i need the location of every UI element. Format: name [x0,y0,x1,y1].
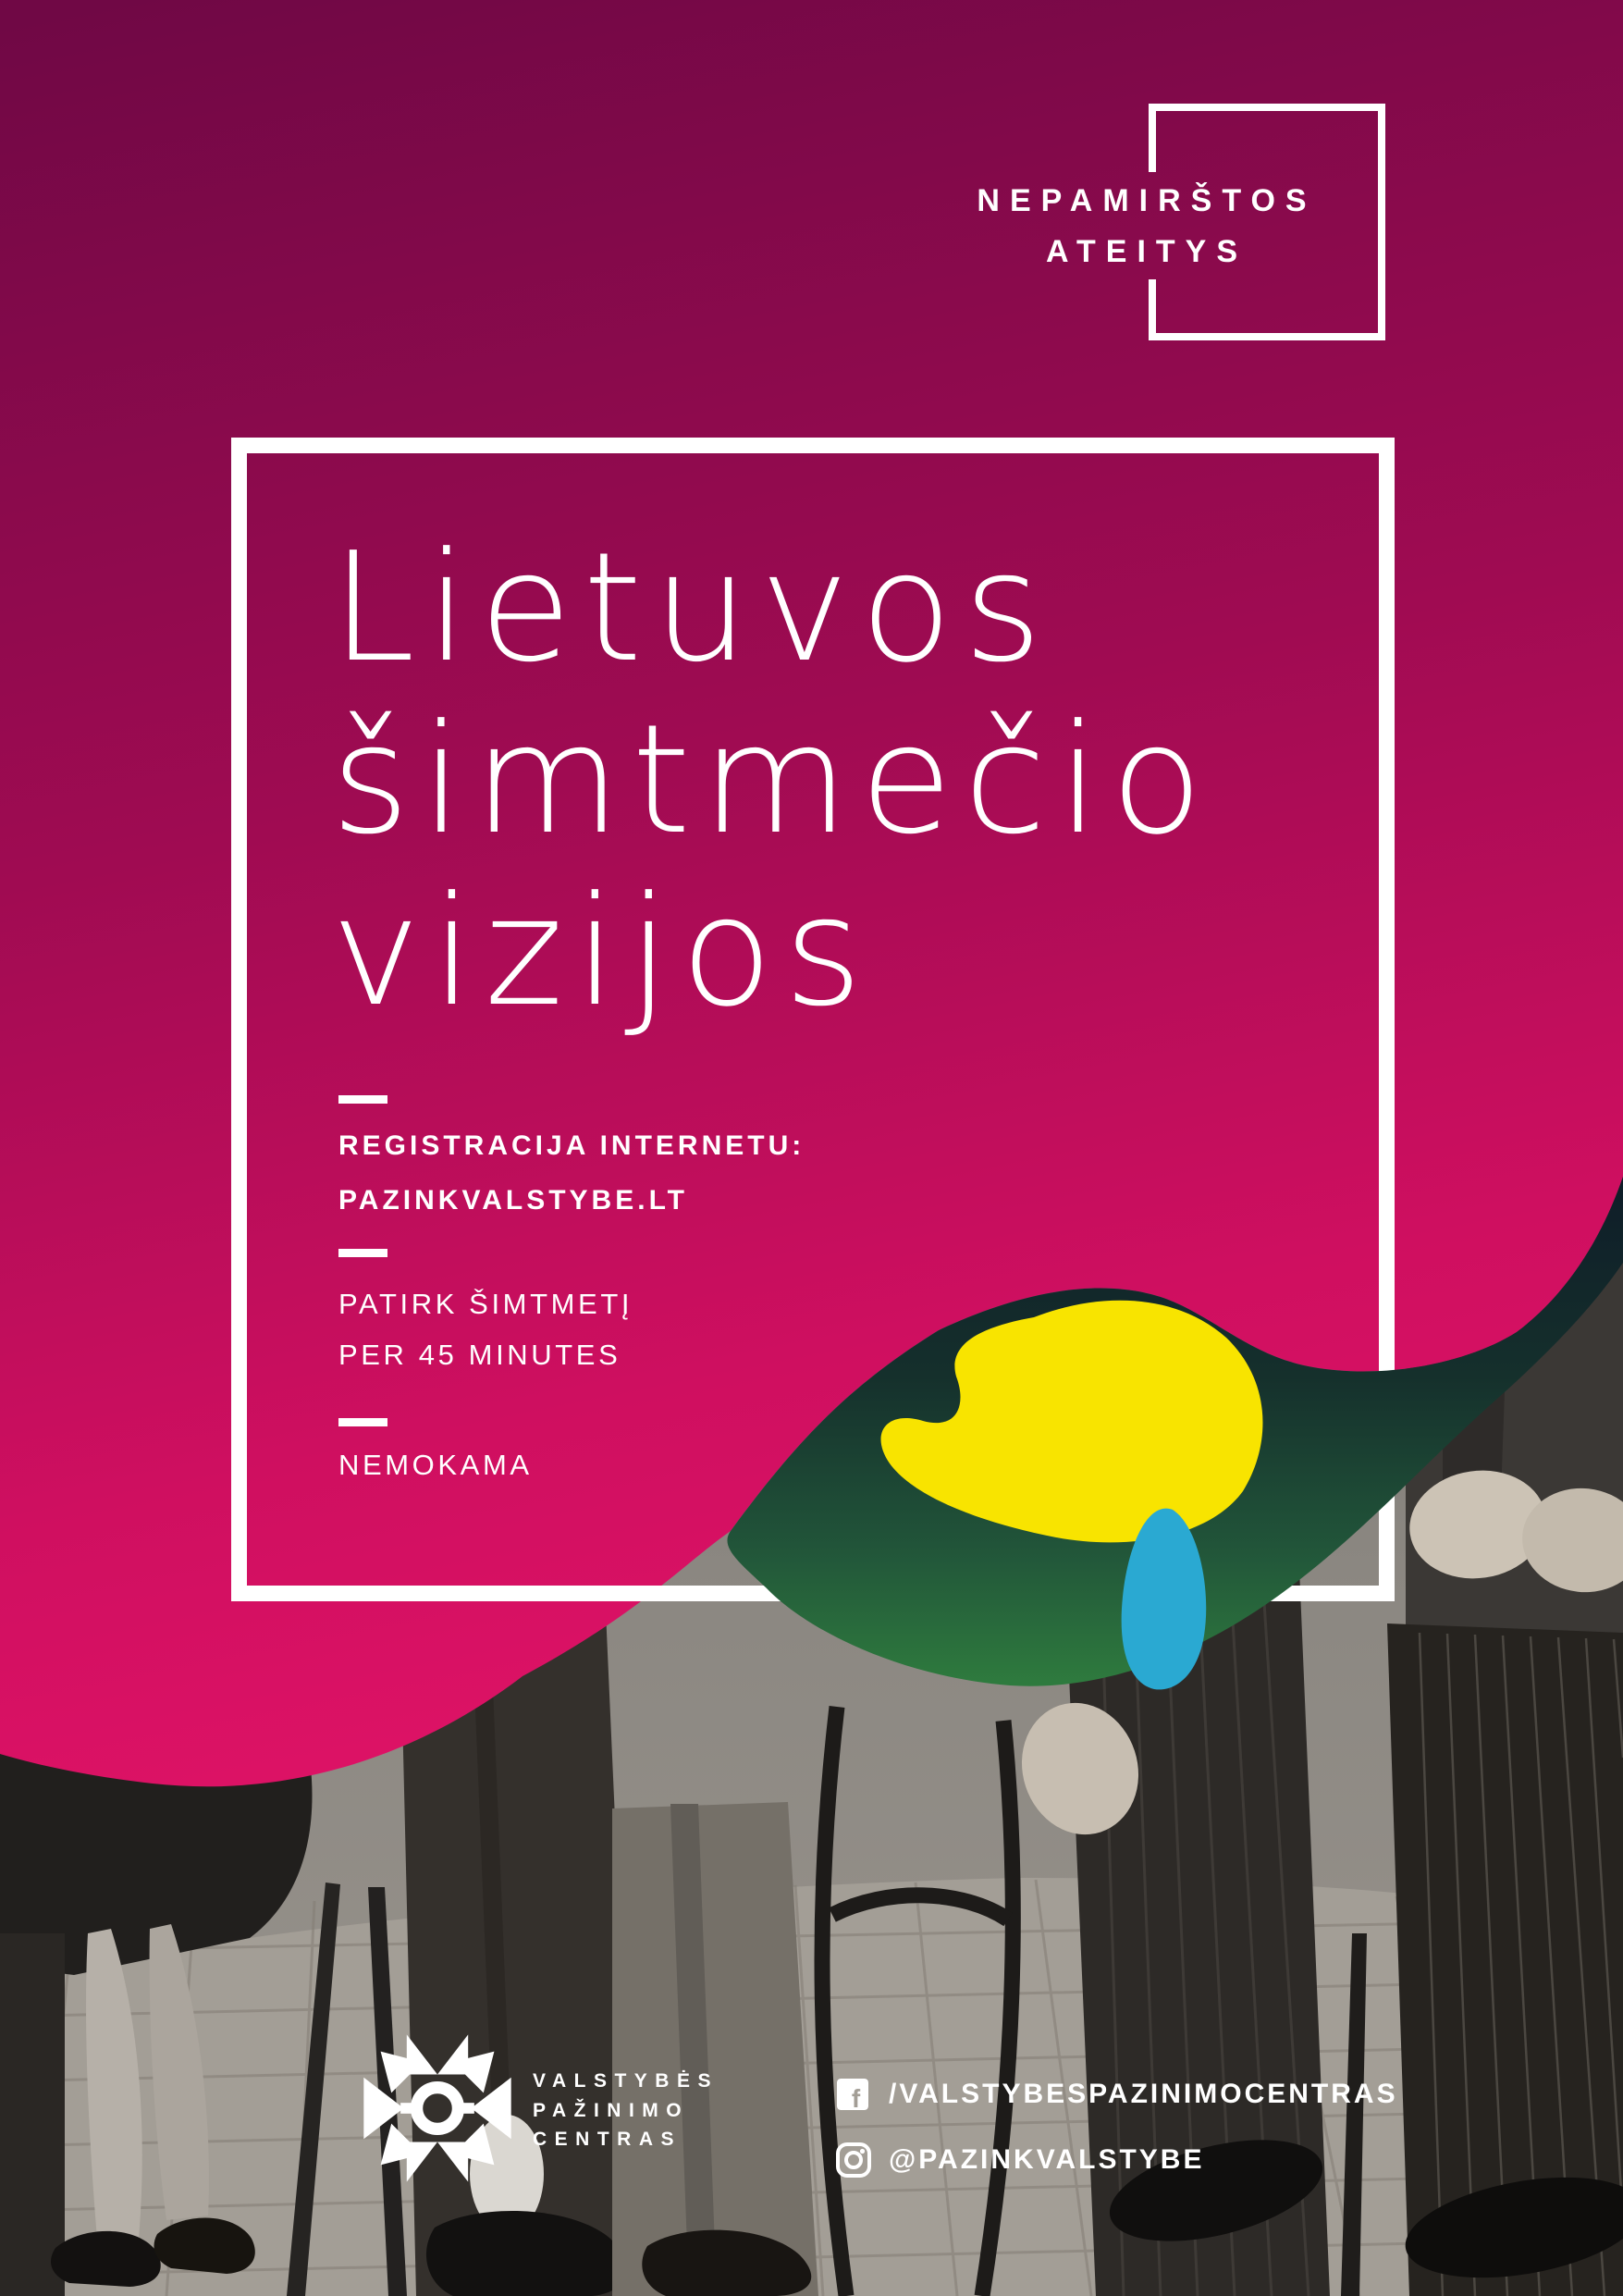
organization-name [533,2067,719,2154]
instagram-link[interactable] [835,2141,1204,2179]
instagram-icon [835,2142,872,2179]
divider-dash [338,1418,387,1426]
organization-line2: PAŽINIMO [533,2099,690,2121]
divider-dash [338,1095,387,1104]
organization-line3: CENTRAS [533,2129,682,2150]
folk-star-icon [361,2031,514,2185]
free-label: NEMOKAMA [338,1449,533,1481]
experience-block [338,1278,633,1380]
badge [920,176,1373,278]
experience-line1: PATIRK ŠIMTMETĮ [338,1288,633,1320]
organization-line1: VALSTYBĖS [533,2070,719,2092]
title-line2: šimtmečio [331,693,1214,868]
registration-label: REGISTRACIJA INTERNETU: [338,1130,805,1161]
experience-line2: PER 45 MINUTES [338,1339,621,1371]
badge-line1: NEPAMIRŠTOS [977,183,1317,218]
page-title [331,523,1214,1039]
facebook-handle: /VALSTYBESPAZINIMOCENTRAS [889,2079,1398,2109]
divider-dash [338,1249,387,1257]
title-line1: Lietuvos [331,521,1053,696]
instagram-handle: @PAZINKVALSTYBE [889,2144,1205,2175]
facebook-icon [837,2079,868,2110]
title-line3: vizijos [331,865,874,1040]
registration-url[interactable]: PAZINKVALSTYBE.LT [338,1185,688,1216]
facebook-link[interactable] [837,2078,1398,2111]
badge-line2: ATEITYS [1045,234,1248,269]
registration-block [338,1118,805,1228]
